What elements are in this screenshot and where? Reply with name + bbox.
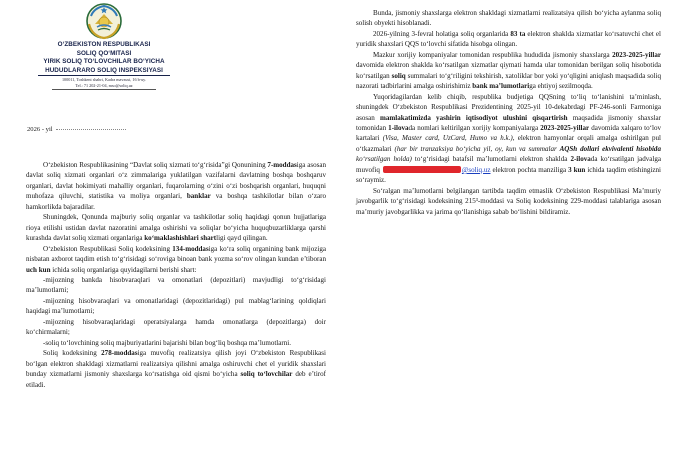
org-address: 100011, Toshkent shahri, Kadra mavzusi, 16 b-uy. bbox=[61, 77, 147, 83]
state-emblem-icon bbox=[84, 2, 124, 40]
org-name-line-3: YIRIK SOLIQ TO‘LOVCHILAR BO‘YICHA bbox=[43, 58, 165, 66]
paragraph-registered-companies: 2026-yilning 3-fevral holatiga soliq organlarida 83 ta elektron shaklda xizmatlar ko‘rsatuvchi chet el yuridik shaxslari QQS to‘lovchi sifatida hisobga olingan. bbox=[356, 29, 661, 49]
redacted-email-prefix bbox=[383, 166, 461, 173]
paragraph-article-134: O‘zbekiston Respublikasi Soliq kodeksining 134-moddasiga ko‘ra soliq organining bank mijoziga nisbatan axborot taqdim etish to‘g‘risidagi so‘roviga binoan bank yozma so‘rov olingan kundan e’tiboran uch kun ichida soliq organlariga quyidagilarni berishi shart: bbox=[26, 244, 327, 274]
address-divider bbox=[52, 89, 156, 90]
paragraph-article-278: Soliq kodeksining 278-moddasiga muvofiq realizatsiya qilish joyi O‘zbekiston Respublikasi bo‘lgan elektron shakldagi xizmatlarni realizatsiya qilishni amalga oshiruvchi chet el yuridik shaxslari bunday xizmatlarni jismoniy shaxslarga ko‘rsatishga oid qismi bo‘yicha soliq to‘lovchilar deb e’tirof etiladi. bbox=[26, 349, 327, 389]
left-text-column bbox=[26, 160, 326, 390]
date-text: 2026 - yil bbox=[27, 126, 53, 133]
list-item: -mijozning hisobvaraqlaridagi operatsiyalarga hamda omonatlarga (depozitlarga) doir ko‘chirmalarni; bbox=[26, 317, 326, 337]
list-item: -mijozning bankda hisobvaraqlari va omonatlari (depozitlari) mavjudligi to‘g‘risidagi ma’lumotlarni; bbox=[26, 275, 326, 295]
letterhead bbox=[38, 0, 170, 90]
paragraph-bank-data-need: Mazkur xorijiy kompaniyalar tomonidan respublika hududida jismoniy shaxslarga 2023-2025-yillar davomida elektron shaklda ko‘rsatilgan xizmatlar qiymati hamda ular tomonidan berilgan soliq hisobotida ko‘rsatilgan soliq summalari to‘g‘riligini tekshirish, xatoliklar bor yoki yo‘qligini aniqlash maqsadida soliq nazorati tadbirlarini amalga oshirishimiz bank ma’lumotlariga ehtiyoj sezilmoqda. bbox=[356, 50, 661, 91]
list-item: -mijozning hisobvaraqlari va omonatlaridagi (depozitlaridagi) pul mablag‘larining qoldiqlari haqidagi ma’lumotlarni; bbox=[26, 296, 326, 316]
paragraph-liability: So‘ralgan ma’lumotlarni belgilangan tartibda taqdim etmaslik O‘zbekiston Respublikasi Ma’muriy javobgarlik to‘g‘risidagi kodeksining 215³-moddasi va Soliq kodeksining 229-moddasi talablariga asosan ma’muriy javobgarlikka va jarima qo‘llanishiga sabab bo‘lishini bildiramiz. bbox=[356, 186, 661, 216]
paragraph-obligations: Shuningdek, Qonunda majburiy soliq organlar va tashkilotlar soliq haqidagi qonun hujjatlariga rioya etilishi ustidan davlat nazoratini amalga oshirishi va soliqlar bo‘yicha huquqbuzarliklarga qarshi kurashda davlat soliq xizmati organlariga ko‘maklashishlari shartligi qayd qilingan. bbox=[26, 213, 326, 243]
document-date bbox=[27, 125, 126, 133]
paragraph-request: Yuqoridagilardan kelib chiqib, respublika budjetiga QQSning to‘liq to‘lanishini ta’minlash, shuningdek O‘zbekiston Respublikasi Prezidentining 2025-yil 10-dekabrdagi PF-246-sonli Farmoniga asosan mamlakatimizda yashirin iqtisodiyot ulushini qisqartirish maqsadida jismoniy shaxslar tomonidan 1-ilovada nomlari keltirilgan xorijiy kompaniyalarga 2023-2025-yillar davomida xalqaro to‘lov kartalari (Visa, Master card, UzCard, Humo va h.k.), elektron hamyonlar orqali amalga oshirilgan pul o‘tkazmalari (har bir tranzaksiya bo‘yicha yil, oy, kun va summalar AQSh dollari ekvivalenti hisobida ko‘rsatilgan holda) to‘g‘risidagi batafsil ma’lumotlarni elektron shaklda 2-ilovada ko‘rsatilgan jadvalga muvofiq @soliq.uz elektron pochta manziliga 3 kun ichida taqdim etishingizni so‘raymiz. bbox=[356, 92, 661, 185]
org-contacts: Tel.: 71 202-21-04, mso@soliq.uz bbox=[75, 82, 133, 88]
letterhead-divider bbox=[38, 75, 170, 76]
date-blank bbox=[56, 125, 126, 130]
org-name-line-4: HUDUDLARARO SOLIQ INSPEKSIYASI bbox=[45, 66, 163, 74]
list-item: -soliq to‘lovchining soliq majburiyatlarini bajarishi bilan bog‘liq boshqa ma’lumotlarni. bbox=[43, 338, 291, 347]
paragraph-turnover-tax: Bunda, jismoniy shaxslarga elektron shakldagi xizmatlarni realizatsiya qilish bo‘yicha aylanma soliq solish obyekti hisoblanadi. bbox=[356, 9, 661, 28]
email-link[interactable]: @soliq.uz bbox=[461, 165, 491, 174]
right-text-column bbox=[356, 8, 661, 217]
org-name-line-2: SOLIQ QO‘MITASI bbox=[76, 49, 132, 57]
org-name-line-1: O‘ZBEKISTON RESPUBLIKASI bbox=[57, 41, 151, 48]
paragraph-tax-law: O‘zbekiston Respublikasining “Davlat soliq xizmati to‘g‘risida”gi Qonunining 7-moddasiga asosan davlat soliq xizmati organlari o‘z zimmalariga yuklatilgan vazifalarni davlatning boshqa boshqaruv organlari, davlat hokimiyati mahalliy organlari, fuqarolarning o‘zini o‘zi boshqarish organlari, huquqni muhofaza qiluvchi, statistika va moliya organlari, banklar va boshqa tashkilotlar bilan o‘zaro hamkorlikda bajaradilar. bbox=[26, 161, 326, 211]
